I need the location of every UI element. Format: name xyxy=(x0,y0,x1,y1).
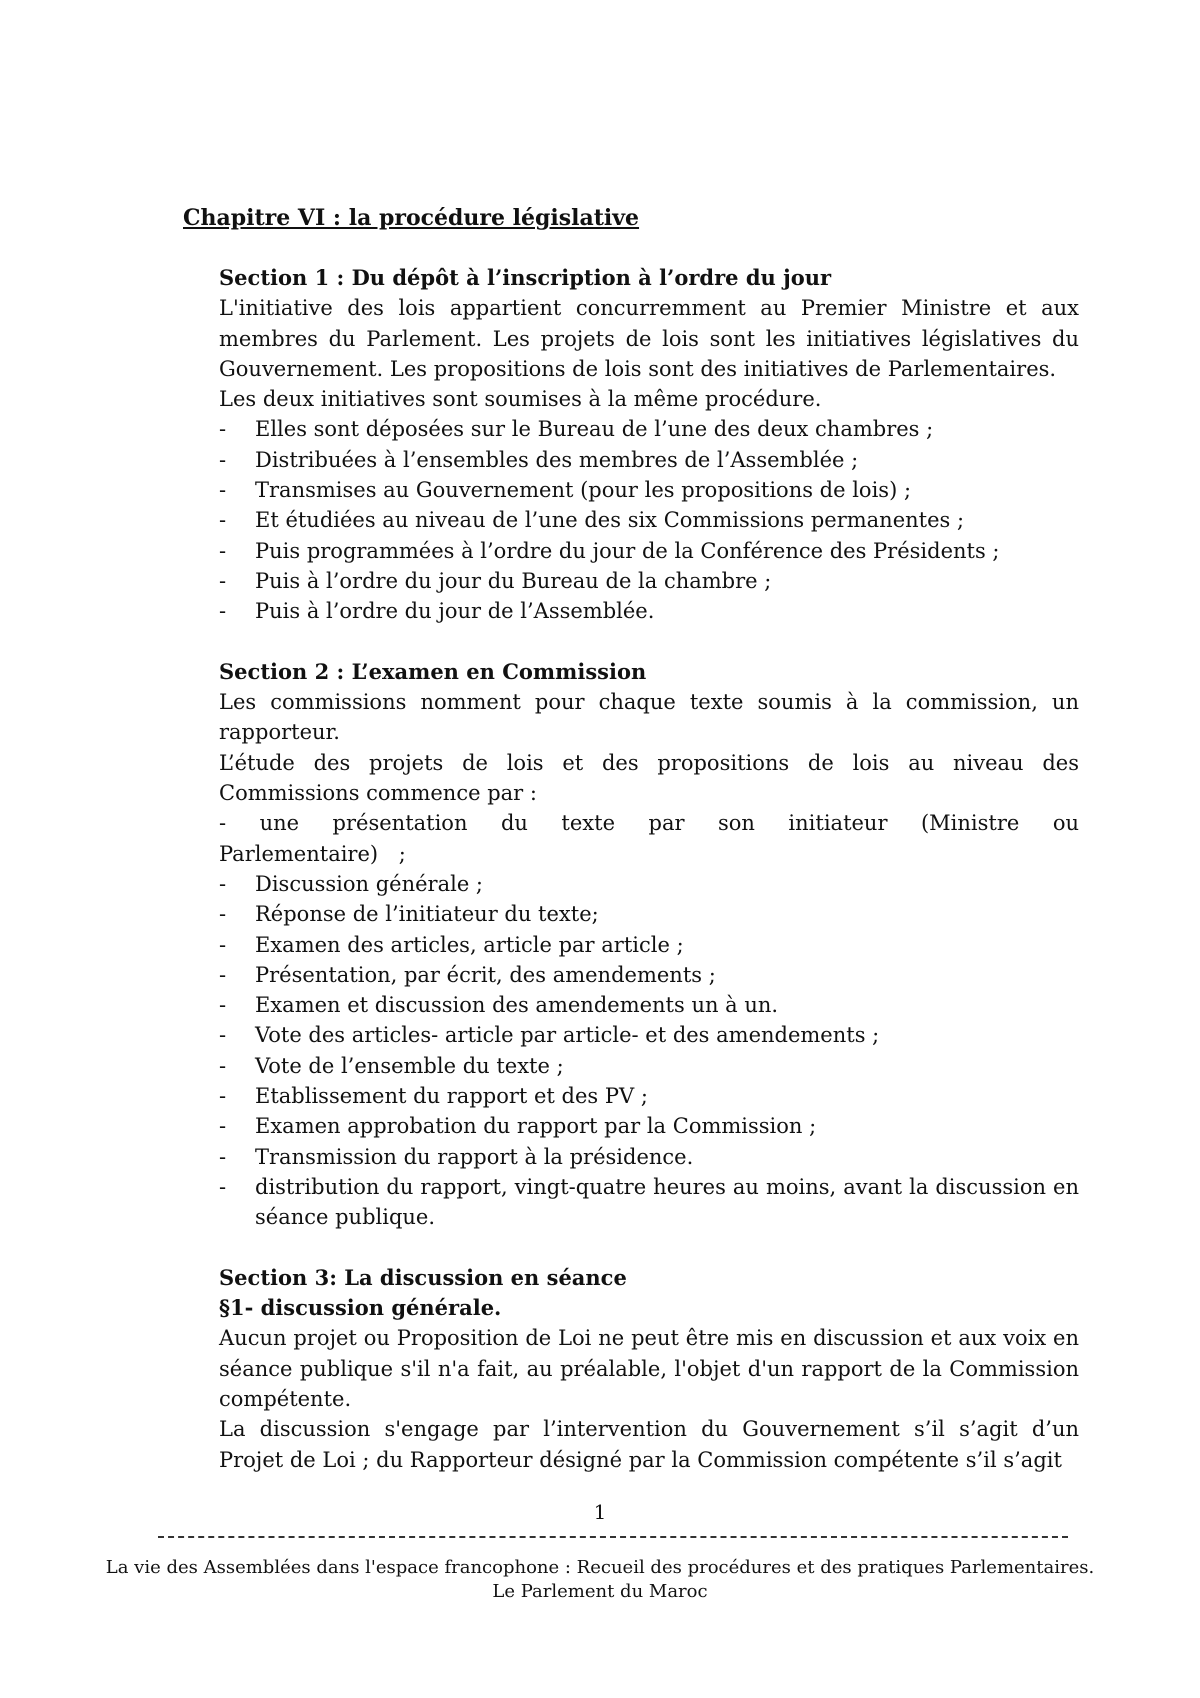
list-item: - Présentation, par écrit, des amendements ; xyxy=(219,962,716,987)
list-item: - Examen approbation du rapport par la Commission ; xyxy=(219,1114,817,1139)
section-2-paragraph: Les commissions nomment pour chaque texte soumis à la commission, un rapporteur. xyxy=(219,690,1079,745)
section-1-paragraph: Les deux initiatives sont soumises à la même procédure. xyxy=(219,387,822,412)
section-2-first-item: - une présentation du texte par son initiateur (Ministre ou Parlementaire) ; xyxy=(219,811,1079,866)
section-1-heading: Section 1 : Du dépôt à l’inscription à l’ordre du jour xyxy=(219,265,832,290)
section-3 xyxy=(219,1263,1079,1475)
list-item: - Vote des articles- article par article- et des amendements ; xyxy=(219,1023,880,1048)
list-item: - Réponse de l’initiateur du texte; xyxy=(219,902,599,927)
list-item: - Distribuées à l’ensembles des membres de l’Assemblée ; xyxy=(219,447,859,472)
section-1-list xyxy=(219,414,1079,626)
footer-title: La vie des Assemblées dans l'espace francophone : Recueil des procédures et des pratiques Parlementaires. xyxy=(105,1557,1095,1578)
page-number: 1 xyxy=(593,1500,607,1524)
section-3-paragraph: La discussion s'engage par l’intervention du Gouvernement s’il s’agit d’un Projet de Loi ; du Rapporteur désigné par la Commission compétente s’il s’agit xyxy=(219,1417,1079,1472)
list-item: - Etablissement du rapport et des PV ; xyxy=(219,1084,648,1109)
chapter-title: Chapitre VI : la procédure législative xyxy=(183,205,640,231)
list-item: - Examen et discussion des amendements un à un. xyxy=(219,993,779,1018)
section-2-heading: Section 2 : L’examen en Commission xyxy=(219,658,647,684)
list-item: - Vote de l’ensemble du texte ; xyxy=(219,1053,564,1078)
section-1 xyxy=(219,263,1079,627)
list-item: - Puis à l’ordre du jour de l’Assemblée. xyxy=(219,599,655,624)
list-item: - Transmises au Gouvernement (pour les propositions de lois) ; xyxy=(219,478,912,503)
footer-divider xyxy=(158,1536,1068,1538)
section-2-paragraph: L’étude des projets de lois et des propositions de lois au niveau des Commissions commence par : xyxy=(219,750,1079,806)
list-item: - Examen des articles, article par article ; xyxy=(219,932,684,957)
list-item: - distribution du rapport, vingt-quatre heures au moins, avant la discussion en séance publique. xyxy=(219,1174,1079,1230)
section-2-list xyxy=(219,869,1079,1233)
list-item: - Elles sont déposées sur le Bureau de l’une des deux chambres ; xyxy=(219,417,934,442)
footer-subtitle: Le Parlement du Maroc xyxy=(492,1581,708,1602)
document-body xyxy=(219,263,1079,1475)
list-item: - Transmission du rapport à la présidence. xyxy=(219,1144,694,1169)
list-item: - Discussion générale ; xyxy=(219,871,484,896)
list-item: - Puis programmées à l’ordre du jour de la Conférence des Présidents ; xyxy=(219,538,1000,563)
section-1-paragraph: L'initiative des lois appartient concurremment au Premier Ministre et aux membres du Parlement. Les projets de lois sont les initiatives législatives du Gouvernement. Les propositions de lois sont des initiatives de Parlementaires. xyxy=(219,296,1079,381)
section-3-subheading: §1- discussion générale. xyxy=(219,1295,502,1321)
section-3-heading: Section 3: La discussion en séance xyxy=(219,1264,627,1290)
section-2 xyxy=(219,657,1079,1233)
section-3-paragraph: Aucun projet ou Proposition de Loi ne peut être mis en discussion et aux voix en séance publique s'il n'a fait, au préalable, l'objet d'un rapport de la Commission compétente. xyxy=(219,1326,1079,1411)
list-item: - Et étudiées au niveau de l’une des six Commissions permanentes ; xyxy=(219,508,965,533)
list-item: - Puis à l’ordre du jour du Bureau de la chambre ; xyxy=(219,568,772,593)
